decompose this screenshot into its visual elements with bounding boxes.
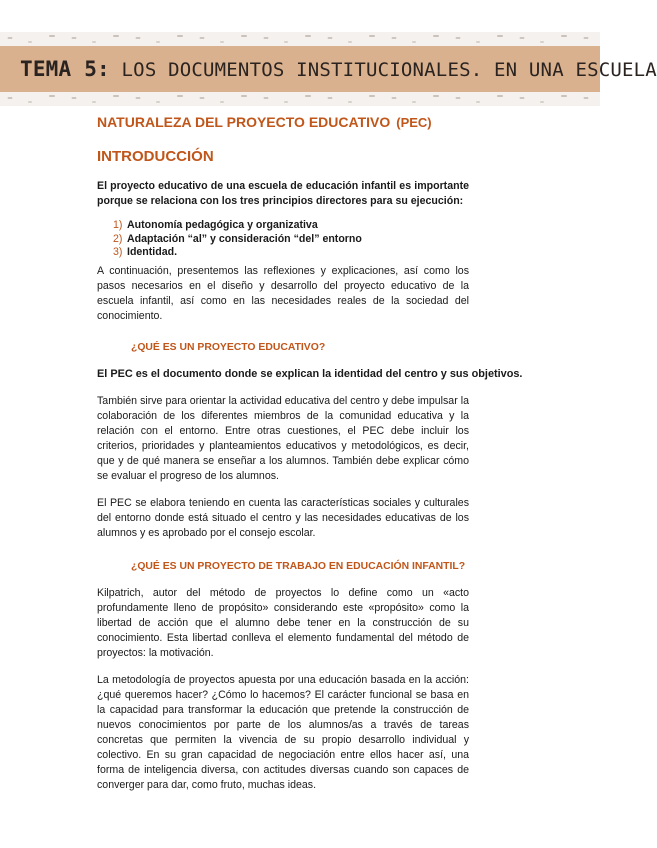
- main-heading: NATURALEZA DEL PROYECTO EDUCATIVO (PEC): [97, 114, 432, 130]
- principles-list: [113, 219, 469, 260]
- tema-label: TEMA 5:: [20, 57, 110, 81]
- tema-title: LOS DOCUMENTOS INSTITUCIONALES. EN UNA ESCUELA: [121, 59, 657, 81]
- trabajo-paragraph-1: Kilpatrich, autor del método de proyectos lo define como un «acto profundamente lleno de propósito» considerando este «propósito» como la libertad de acción que el alumno debe tener en la construcción de su conocimiento. Esta libertad conlleva el elemento fundamental del método de proyectos: la motivación.: [97, 586, 469, 659]
- section-heading-proyecto-trabajo: ¿QUÉ ES UN PROYECTO DE TRABAJO EN EDUCACIÓN INFANTIL?: [131, 560, 466, 572]
- section-heading-proyecto-educativo: ¿QUÉ ES UN PROYECTO EDUCATIVO?: [131, 341, 326, 353]
- pec-definition: El PEC es el documento donde se explican la identidad del centro y sus objetivos.: [97, 367, 523, 380]
- list-item: 2) Adaptación “al” y consideración “del” entorno: [113, 232, 362, 245]
- page-title: [20, 57, 657, 81]
- continuation-paragraph: A continuación, presentemos las reflexiones y explicaciones, así como los pasos necesarios en el diseño y desarrollo del proyecto educativo de la escuela infantil, así como en las necesidades reales de la sociedad del conocimiento.: [97, 264, 469, 322]
- decorative-band-bottom: [0, 92, 600, 106]
- document-body: [97, 114, 523, 793]
- intro-paragraph: El proyecto educativo de una escuela de educación infantil es importante porque se relaciona con los tres principios directores para su ejecución:: [97, 180, 469, 207]
- list-item: 1) Autonomía pedagógica y organizativa: [113, 219, 318, 231]
- main-heading-suffix: (PEC): [396, 115, 432, 130]
- title-banner: [0, 46, 657, 92]
- list-item: 3) Identidad.: [113, 246, 178, 258]
- pec-paragraph-2: El PEC se elabora teniendo en cuenta las características sociales y culturales del entorno donde está situado el centro y las necesidades educativas de los alumnos y es aprobado por el consejo escolar.: [97, 496, 469, 539]
- trabajo-paragraph-2: La metodología de proyectos apuesta por una educación basada en la acción: ¿qué queremos hacer? ¿Cómo lo hacemos? El carácter funcional se basa en la capacidad para transformar la educación que pretende la construcción de nuevos conocimientos por parte de los alumnos/as a través de tareas concretas que permiten la vivencia de su propio desarrollo individual y colectivo. En su gran capacidad de negociación entre ellos hacer así, una forma de inteligencia diversa, con actitudes diversas cuando son capaces de converger para dar, como fruto, muchas ideas.: [97, 673, 469, 791]
- decorative-band-top: [0, 32, 600, 46]
- pec-paragraph-1: También sirve para orientar la actividad educativa del centro y debe impulsar la colaboración de los diferentes miembros de la comunidad educativa y la relación con el entorno. Entre otras cuestiones, el PEC debe incluir los criterios, prioridades y planteamientos educativos y metodológicos, es decir, que y de qué manera se enseñar a los alumnos. También debe explicar cómo se evaluar el progreso de los alumnos.: [97, 394, 469, 482]
- intro-heading: INTRODUCCIÓN: [97, 148, 214, 165]
